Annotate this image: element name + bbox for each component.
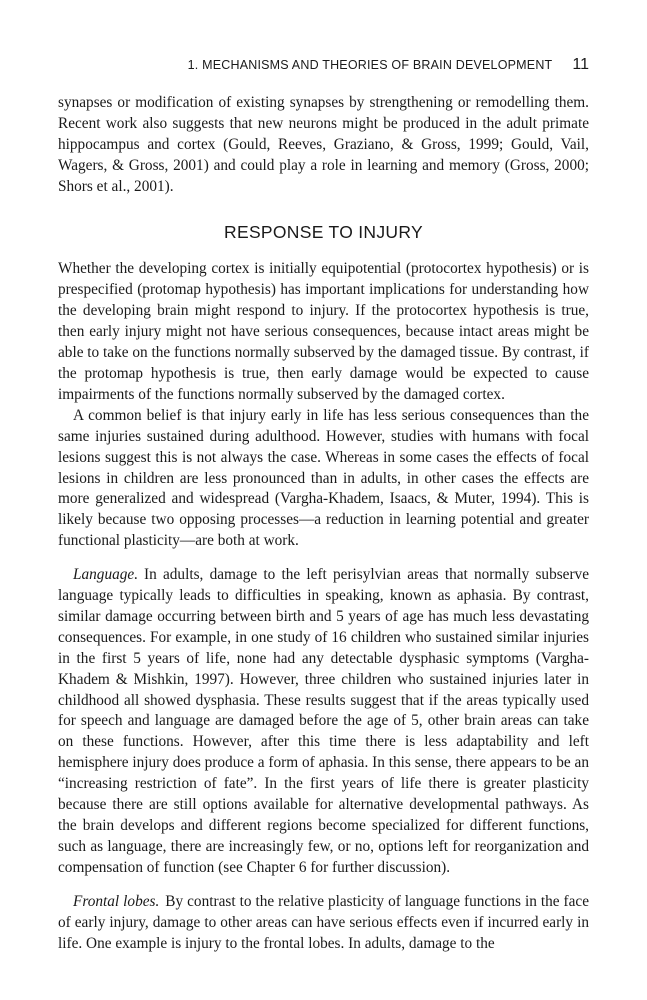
chapter-title: 1. MECHANISMS AND THEORIES OF BRAIN DEVELOPMENT (187, 58, 553, 72)
page-number: 11 (572, 56, 589, 73)
frontal-lobes-subheading: Frontal lobes. (73, 892, 160, 910)
section-heading: RESPONSE TO INJURY (224, 221, 423, 242)
frontal-lobes-text: By contrast to the relative plasticity of language functions in the face of early injury, damage to other areas can have serious effects even if incurred early in life. One example is injury to the frontal lobes. In adults, damage to the (58, 892, 589, 952)
body-text (58, 93, 589, 954)
paragraph-protocortex: Whether the developing cortex is initially equipotential (protocortex hypothesis) or is prespecified (protomap hypothesis) has important implications for understanding how the developing brain might respond to injury. If the protocortex hypothesis is true, then early injury might not have serious consequences, because intact areas might be able to take on the functions normally subserved by the damaged tissue. By contrast, if the protomap hypothesis is true, then early damage would be expected to cause impairments of the functions normally subserved by the damaged cortex. (58, 260, 590, 403)
running-head (58, 56, 589, 74)
paragraph-frontal-lobes (58, 892, 589, 955)
paragraph-language (58, 565, 589, 879)
paragraph-common-belief: A common belief is that injury early in life has less serious consequences than the same injuries sustained during adulthood. However, studies with humans with focal lesions suggest this is not always the case. Whereas in some cases the effects of focal lesions in children are less pronounced than in adults, in other cases the effects are more generalized and widespread (Vargha-Khadem, Isaacs, & Muter, 1994). This is likely because two opposing processes—a reduction in learning potential and greater functional plasticity—are both at work. (58, 406, 589, 550)
language-subheading: Language. (73, 566, 139, 584)
continued-paragraph: synapses or modification of existing synapses by strengthening or remodelling them. Recent work also suggests that new neurons might be produced in the adult primate hippocampus and cortex (Gould, Reeves, Graziano, & Gross, 1999; Gould, Vail, Wagers, & Gross, 2001) and could play a role in learning and memory (Gross, 2000; Shors et al., 2001). (58, 94, 589, 195)
language-text: In adults, damage to the left perisylvian areas that normally subserve language typically leads to difficulties in speaking, known as aphasia. By contrast, similar damage occurring between birth and 5 years of age has much less devastating consequences. For example, in one study of 16 children who sustained similar injuries in the first 5 years of life, none had any detectable dysphasic symptoms (Vargha-Khadem & Mishkin, 1997). However, three children who sustained injuries later in childhood all showed dysphasia. These results suggest that if the areas typically used for speech and language are damaged before the age of 5, other brain areas can take on these functions. However, after this time there is less adaptability and left hemisphere injury does produce a form of aphasia. In this sense, there appears to be an “increasing restriction of fate”. In the first years of life there is greater plasticity because there are still options available for alternative developmental pathways. As the brain develops and different regions become specialized for different functions, such as language, there are increasingly few, or no, options left for reorganization and compensation of function (see Chapter 6 for further discussion). (58, 566, 589, 876)
